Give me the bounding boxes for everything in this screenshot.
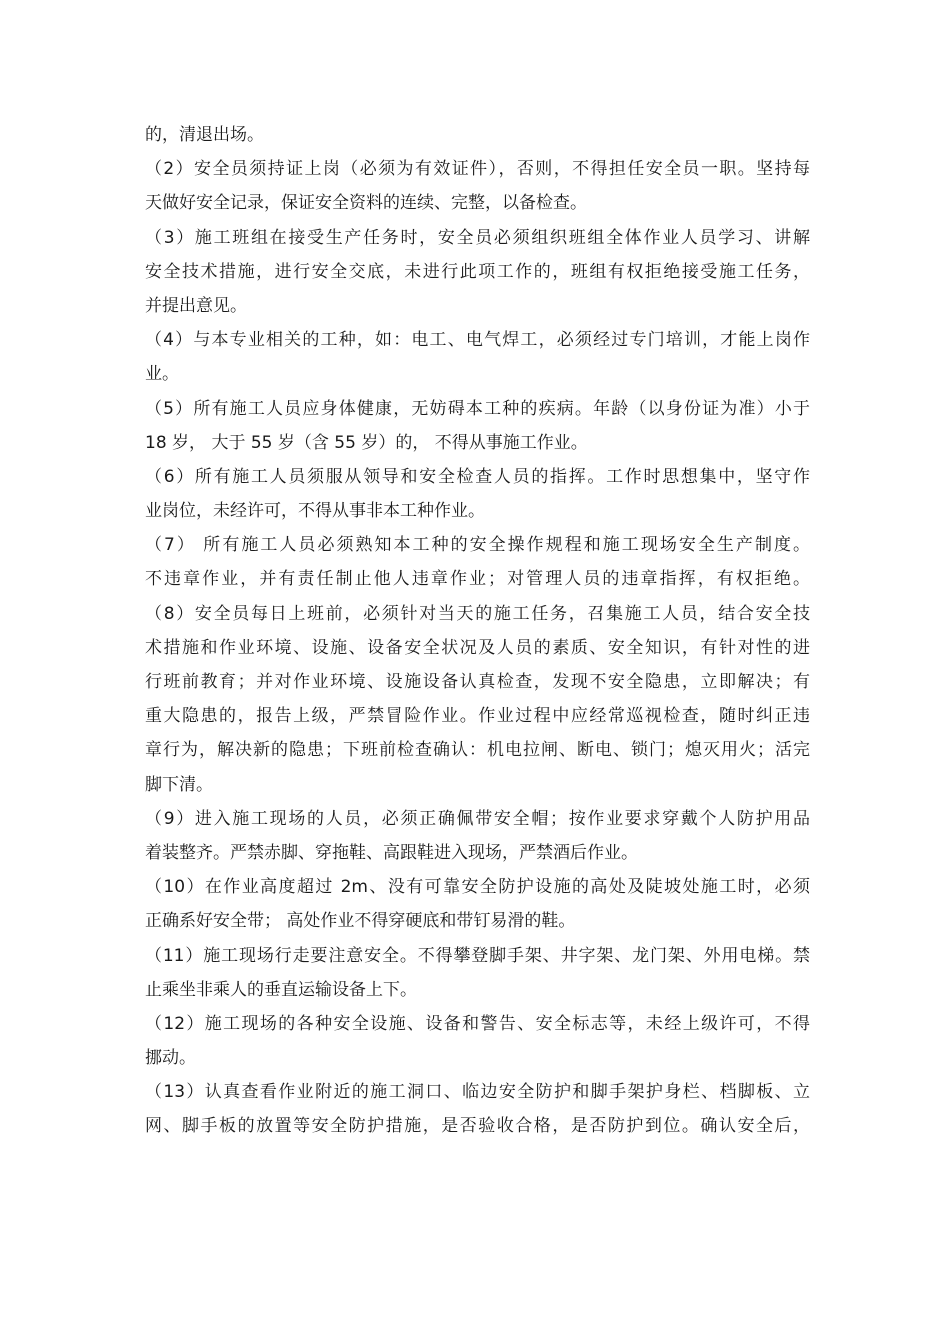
text-line: （9）进入施工现场的人员，必须正确佩带安全帽；按作业要求穿戴个人防护用品 — [145, 808, 810, 829]
text-line: 18 岁， 大于 55 岁（含 55 岁）的， 不得从事施工作业。 — [145, 432, 588, 453]
text-line: 章行为，解决新的隐患；下班前检查确认：机电拉闸、断电、锁门；熄灭用火；活完 — [145, 740, 810, 761]
text-line: （7） 所有施工人员必须熟知本工种的安全操作规程和施工现场安全生产制度。 — [145, 535, 810, 556]
text-line: （12）施工现场的各种安全设施、设备和警告、安全标志等，未经上级许可，不得 — [145, 1013, 810, 1034]
text-line: 着装整齐。严禁赤脚、穿拖鞋、高跟鞋进入现场，严禁酒后作业。 — [145, 842, 638, 863]
document-body — [145, 118, 810, 1144]
text-line: （5）所有施工人员应身体健康，无妨碍本工种的疾病。年龄（以身份证为准）小于 — [145, 398, 810, 419]
text-line: （4）与本专业相关的工种，如：电工、电气焊工，必须经过专门培训，才能上岗作 — [145, 330, 810, 351]
text-line: 重大隐患的，报告上级，严禁冒险作业。作业过程中应经常巡视检查，随时纠正违 — [145, 706, 810, 727]
text-line: （6）所有施工人员须服从领导和安全检查人员的指挥。工作时思想集中，坚守作 — [145, 466, 810, 487]
text-line: （3）施工班组在接受生产任务时，安全员必须组织班组全体作业人员学习、讲解 — [145, 227, 810, 248]
text-line: （11）施工现场行走要注意安全。不得攀登脚手架、井字架、龙门架、外用电梯。禁 — [145, 945, 810, 966]
text-line: 网、脚手板的放置等安全防护措施，是否验收合格，是否防护到位。确认安全后， — [145, 1116, 810, 1137]
text-line: （2）安全员须持证上岗（必须为有效证件），否则，不得担任安全员一职。坚持每 — [145, 159, 810, 180]
text-line: 并提出意见。 — [145, 295, 247, 316]
text-line: 业岗位，未经许可，不得从事非本工种作业。 — [145, 501, 485, 522]
text-line: 脚下清。 — [145, 774, 213, 795]
text-line: 正确系好安全带； 高处作业不得穿硬底和带钉易滑的鞋。 — [145, 911, 576, 932]
text-line: 不违章作业，并有责任制止他人违章作业；对管理人员的违章指挥，有权拒绝。 — [145, 569, 810, 590]
text-line: 行班前教育；并对作业环境、设施设备认真检查，发现不安全隐患，立即解决；有 — [145, 672, 810, 692]
text-line: 业。 — [145, 364, 179, 385]
text-line: （8）安全员每日上班前，必须针对当天的施工任务，召集施工人员，结合安全技 — [145, 603, 810, 624]
text-line: 挪动。 — [145, 1048, 196, 1069]
text-line: （13）认真查看作业附近的施工洞口、临边安全防护和脚手架护身栏、档脚板、立 — [145, 1082, 810, 1103]
text-line: 的，清退出场。 — [145, 125, 264, 145]
text-line: 天做好安全记录，保证安全资料的连续、完整，以备检查。 — [145, 193, 587, 214]
text-line: 术措施和作业环境、设施、设备安全状况及人员的素质、安全知识，有针对性的进 — [145, 637, 810, 658]
text-line: 止乘坐非乘人的垂直运输设备上下。 — [145, 979, 417, 1000]
text-line: （10）在作业高度超过 2m、没有可靠安全防护设施的高处及陡坡处施工时，必须 — [145, 877, 810, 898]
text-line: 安全技术措施，进行安全交底，未进行此项工作的，班组有权拒绝接受施工任务， — [145, 261, 810, 282]
